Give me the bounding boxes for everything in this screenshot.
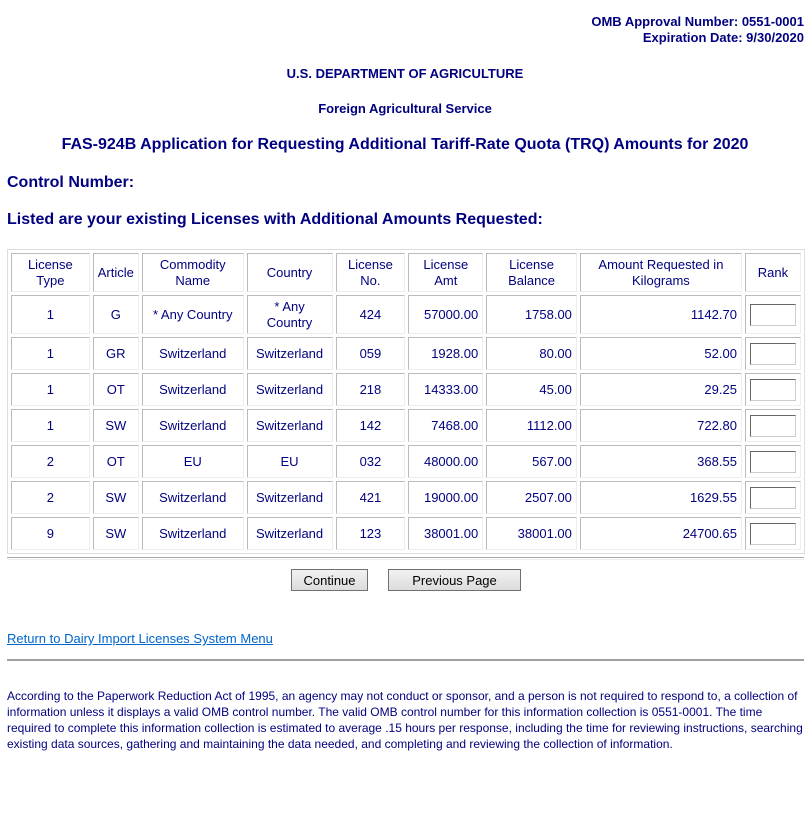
cell-rank xyxy=(745,481,801,514)
service: Foreign Agricultural Service xyxy=(318,101,492,116)
cell-requested: 1142.70 xyxy=(580,295,742,334)
cell-requested: 1629.55 xyxy=(580,481,742,514)
cell-no: 059 xyxy=(336,337,406,370)
previous-page-button[interactable]: Previous Page xyxy=(388,569,521,591)
rank-input[interactable] xyxy=(750,343,796,365)
cell-requested: 24700.65 xyxy=(580,517,742,550)
rank-input[interactable] xyxy=(750,304,796,326)
divider xyxy=(7,659,804,661)
table-header xyxy=(11,253,801,292)
cell-no: 142 xyxy=(336,409,406,442)
cell-balance: 45.00 xyxy=(486,373,577,406)
cell-article: SW xyxy=(93,517,139,550)
column-header: Commodity Name xyxy=(142,253,244,292)
table-row xyxy=(11,373,801,406)
cell-type: 1 xyxy=(11,295,90,334)
column-header: License Type xyxy=(11,253,90,292)
cell-no: 123 xyxy=(336,517,406,550)
rank-input[interactable] xyxy=(750,451,796,473)
cell-type: 1 xyxy=(11,337,90,370)
cell-no: 421 xyxy=(336,481,406,514)
cell-rank xyxy=(745,409,801,442)
table-row xyxy=(11,295,801,334)
table-row xyxy=(11,445,801,478)
cell-rank xyxy=(745,445,801,478)
continue-button[interactable]: Continue xyxy=(291,569,368,591)
cell-commodity: * Any Country xyxy=(142,295,244,334)
cell-rank xyxy=(745,337,801,370)
cell-country: * Any Country xyxy=(247,295,333,334)
cell-rank xyxy=(745,373,801,406)
cell-balance: 80.00 xyxy=(486,337,577,370)
cell-type: 2 xyxy=(11,445,90,478)
column-header: License Amt xyxy=(408,253,483,292)
cell-commodity: Switzerland xyxy=(142,337,244,370)
list-heading: Listed are your existing Licenses with Additional Amounts Requested: xyxy=(7,211,543,228)
cell-commodity: EU xyxy=(142,445,244,478)
rank-input[interactable] xyxy=(750,379,796,401)
cell-requested: 52.00 xyxy=(580,337,742,370)
cell-balance: 38001.00 xyxy=(486,517,577,550)
cell-rank xyxy=(745,295,801,334)
licenses-table xyxy=(7,249,805,554)
cell-amt: 1928.00 xyxy=(408,337,483,370)
cell-article: SW xyxy=(93,481,139,514)
cell-type: 1 xyxy=(11,409,90,442)
cell-article: GR xyxy=(93,337,139,370)
table-row xyxy=(11,517,801,550)
cell-no: 032 xyxy=(336,445,406,478)
cell-amt: 48000.00 xyxy=(408,445,483,478)
rank-input[interactable] xyxy=(750,487,796,509)
cell-type: 9 xyxy=(11,517,90,550)
column-header: License No. xyxy=(336,253,406,292)
cell-amt: 19000.00 xyxy=(408,481,483,514)
cell-country: EU xyxy=(247,445,333,478)
table-row xyxy=(11,409,801,442)
department: U.S. DEPARTMENT OF AGRICULTURE xyxy=(286,66,524,81)
cell-balance: 2507.00 xyxy=(486,481,577,514)
cell-requested: 722.80 xyxy=(580,409,742,442)
cell-country: Switzerland xyxy=(247,409,333,442)
cell-amt: 38001.00 xyxy=(408,517,483,550)
control-number-label: Control Number: xyxy=(7,174,135,191)
omb-number: OMB Approval Number: 0551-0001 xyxy=(591,14,804,29)
cell-balance: 567.00 xyxy=(486,445,577,478)
cell-rank xyxy=(745,517,801,550)
cell-amt: 57000.00 xyxy=(408,295,483,334)
column-header: Amount Requested in Kilograms xyxy=(580,253,742,292)
cell-requested: 29.25 xyxy=(580,373,742,406)
cell-country: Switzerland xyxy=(247,373,333,406)
cell-balance: 1758.00 xyxy=(486,295,577,334)
rank-input[interactable] xyxy=(750,523,796,545)
cell-commodity: Switzerland xyxy=(142,409,244,442)
omb-info xyxy=(591,14,804,46)
cell-country: Switzerland xyxy=(247,517,333,550)
expiration-date: Expiration Date: 9/30/2020 xyxy=(642,30,804,45)
cell-article: OT xyxy=(93,373,139,406)
table-row xyxy=(11,481,801,514)
cell-article: SW xyxy=(93,409,139,442)
column-header: License Balance xyxy=(486,253,577,292)
cell-requested: 368.55 xyxy=(580,445,742,478)
divider xyxy=(7,559,804,560)
paperwork-notice: According to the Paperwork Reduction Act of 1995, an agency may not conduct or sponsor, and a person is not required to respond to, a collection of information unless it displays a valid OMB control number. The valid OMB control number for this information collection is 0551-0001. The time required to complete this information collection is estimated to average .15 hours per response, including the time for reviewing instructions, searching existing data sources, gathering and maintaining the data needed, and completing and reviewing the collection of information. xyxy=(7,689,803,751)
cell-no: 218 xyxy=(336,373,406,406)
table-row xyxy=(11,337,801,370)
cell-no: 424 xyxy=(336,295,406,334)
column-header: Rank xyxy=(745,253,801,292)
column-header: Country xyxy=(247,253,333,292)
cell-amt: 7468.00 xyxy=(408,409,483,442)
cell-type: 1 xyxy=(11,373,90,406)
cell-commodity: Switzerland xyxy=(142,517,244,550)
cell-article: G xyxy=(93,295,139,334)
cell-country: Switzerland xyxy=(247,481,333,514)
cell-commodity: Switzerland xyxy=(142,373,244,406)
rank-input[interactable] xyxy=(750,415,796,437)
cell-country: Switzerland xyxy=(247,337,333,370)
cell-balance: 1112.00 xyxy=(486,409,577,442)
return-menu-link[interactable]: Return to Dairy Import Licenses System Menu xyxy=(7,631,273,646)
cell-amt: 14333.00 xyxy=(408,373,483,406)
column-header: Article xyxy=(93,253,139,292)
cell-commodity: Switzerland xyxy=(142,481,244,514)
cell-type: 2 xyxy=(11,481,90,514)
page-title: FAS-924B Application for Requesting Additional Tariff-Rate Quota (TRQ) Amounts for 2020 xyxy=(61,136,749,153)
cell-article: OT xyxy=(93,445,139,478)
divider xyxy=(7,557,804,558)
